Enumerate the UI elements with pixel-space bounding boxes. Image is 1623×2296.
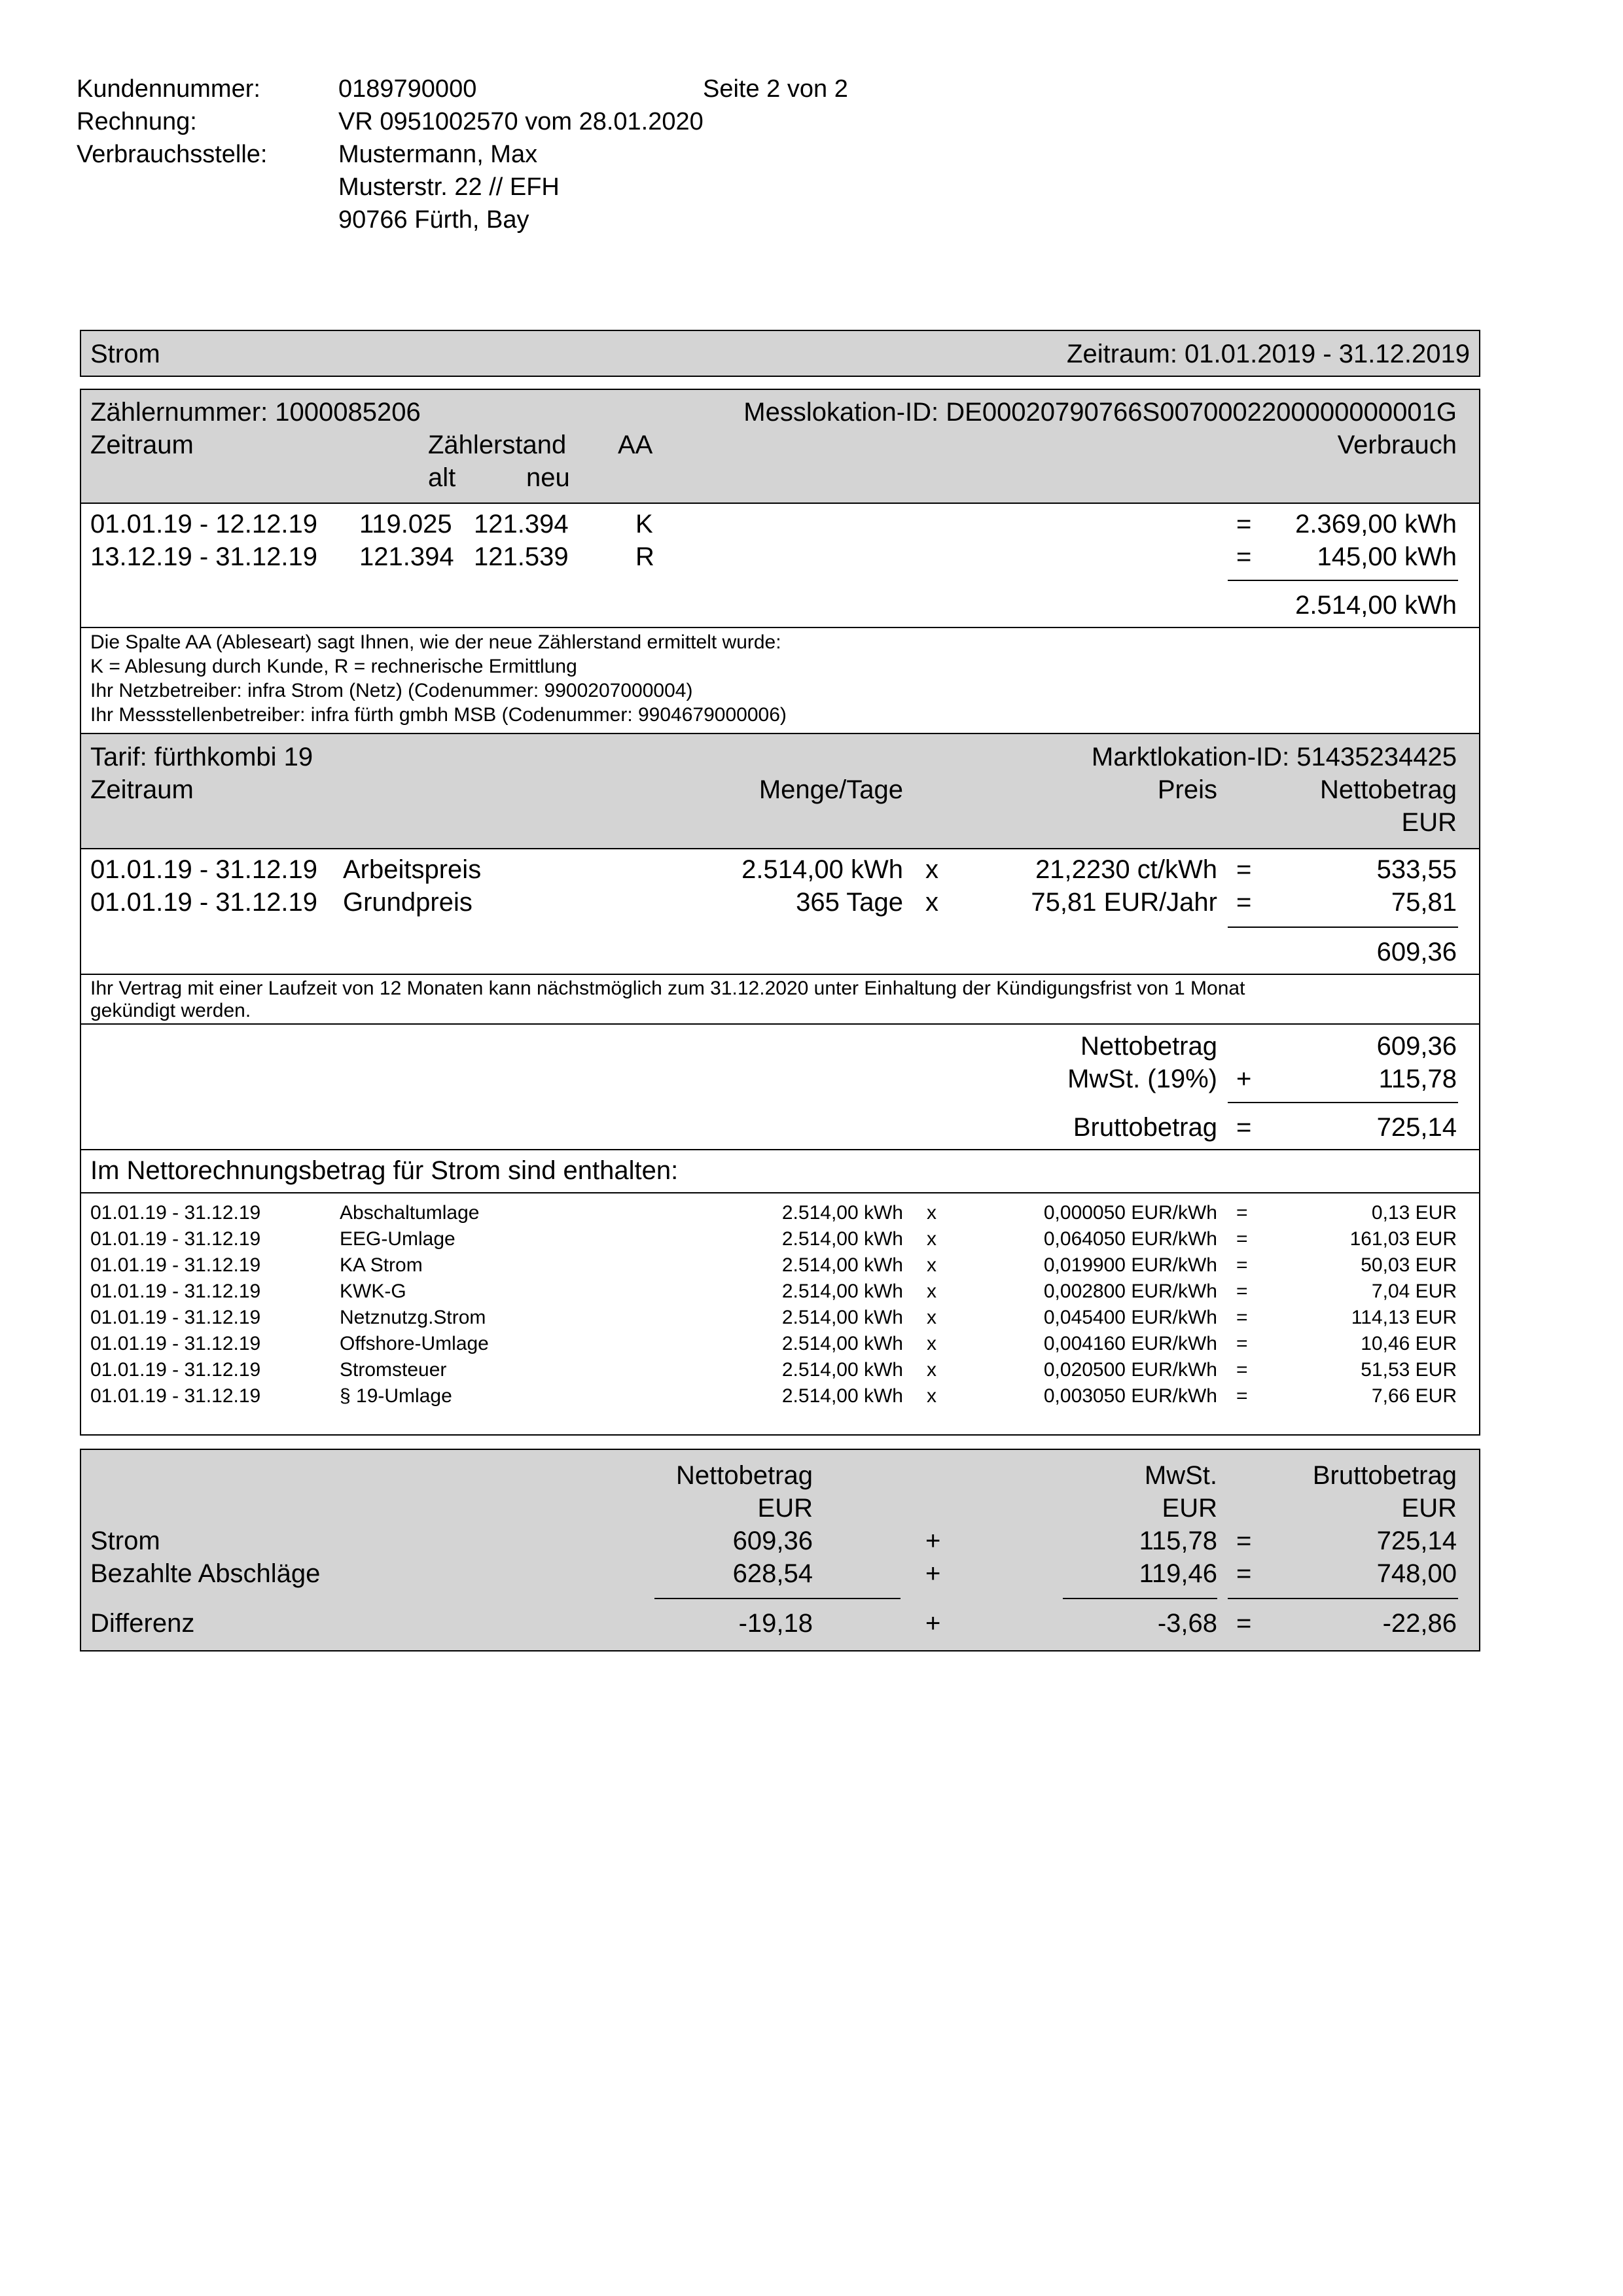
- meter-col-zeitraum: Zeitraum: [90, 431, 194, 459]
- levy-name: EEG-Umlage: [340, 1228, 455, 1250]
- strom-bar-zeitraum: Zeitraum: 01.01.2019 - 31.12.2019: [1067, 340, 1470, 368]
- diff-mwst: -3,68: [1157, 1609, 1217, 1638]
- summary-row-netto: 609,36: [732, 1527, 813, 1555]
- meter-col-verbrauch: Verbrauch: [1337, 431, 1457, 459]
- messlokation-id: Messlokation-ID: DE00020790766S0070002200000000001G: [743, 398, 1457, 427]
- tarif-name: Tarif: fürthkombi 19: [90, 743, 313, 771]
- verbrauchsstelle-label: Verbrauchsstelle:: [77, 141, 268, 168]
- levy-x: x: [927, 1359, 936, 1381]
- meter-row-zeitraum: 13.12.19 - 31.12.19: [90, 542, 317, 571]
- divider: [81, 1192, 1479, 1193]
- levy-x: x: [927, 1333, 936, 1354]
- zaehlernummer: Zählernummer: 1000085206: [90, 398, 421, 427]
- levy-menge: 2.514,00 kWh: [781, 1307, 903, 1328]
- tariff-row-zeitraum: 01.01.19 - 31.12.19: [90, 855, 317, 884]
- levy-name: Abschaltumlage: [340, 1202, 480, 1224]
- levy-eq: =: [1236, 1228, 1248, 1250]
- levy-preis: 0,002800 EUR/kWh: [1043, 1280, 1217, 1302]
- summary-box: [80, 1449, 1480, 1651]
- meter-row-eq: =: [1236, 510, 1252, 539]
- summary-row-eq: =: [1236, 1527, 1252, 1555]
- note-line: Ihr Messstellenbetreiber: infra fürth gmbh MSB (Codenummer: 9904679000006): [90, 704, 787, 726]
- brutto-value: 725,14: [1376, 1113, 1457, 1142]
- tariff-row-art: Grundpreis: [343, 888, 473, 917]
- summary-row-brutto: 748,00: [1376, 1559, 1457, 1588]
- divider: [81, 627, 1479, 628]
- levy-name: KWK-G: [340, 1280, 406, 1302]
- summary-row-eq: =: [1236, 1559, 1252, 1588]
- levy-zeitraum: 01.01.19 - 31.12.19: [90, 1359, 261, 1381]
- meter-row-zeitraum: 01.01.19 - 12.12.19: [90, 510, 317, 539]
- levy-menge: 2.514,00 kWh: [781, 1202, 903, 1224]
- note-line: Ihr Netzbetreiber: infra Strom (Netz) (Codenummer: 9900207000004): [90, 680, 693, 701]
- diff-netto: -19,18: [738, 1609, 813, 1638]
- levy-eq: =: [1236, 1280, 1248, 1302]
- sum-rule: [1228, 1598, 1458, 1599]
- sum-rule: [654, 1598, 901, 1599]
- levy-name: Offshore-Umlage: [340, 1333, 489, 1354]
- diff-eq: =: [1236, 1609, 1252, 1638]
- levy-zeitraum: 01.01.19 - 31.12.19: [90, 1254, 261, 1276]
- meter-row-alt: 121.394: [359, 542, 454, 571]
- levy-name: Netznutzg.Strom: [340, 1307, 486, 1328]
- tariff-row-menge: 365 Tage: [796, 888, 903, 917]
- tariff-col-eur: EUR: [1401, 808, 1457, 837]
- meter-row-eq: =: [1236, 542, 1252, 571]
- summary-col-eur: EUR: [1401, 1494, 1457, 1523]
- levy-x: x: [927, 1385, 936, 1407]
- levy-preis: 0,064050 EUR/kWh: [1043, 1228, 1217, 1250]
- divider: [81, 974, 1479, 975]
- tariff-row-preis: 75,81 EUR/Jahr: [1031, 888, 1217, 917]
- summary-row-netto: 628,54: [732, 1559, 813, 1588]
- levy-betrag: 51,53 EUR: [1361, 1359, 1457, 1381]
- tariff-row-eq: =: [1236, 888, 1252, 917]
- mwst-value: 115,78: [1378, 1065, 1457, 1093]
- levy-x: x: [927, 1202, 936, 1224]
- rechnung-value: VR 0951002570 vom 28.01.2020: [338, 108, 704, 135]
- meter-col-aa: AA: [618, 431, 653, 459]
- divider: [81, 503, 1479, 504]
- meter-row-neu: 121.394: [474, 510, 569, 539]
- tariff-subtotal: 609,36: [1376, 938, 1457, 966]
- levy-menge: 2.514,00 kWh: [781, 1254, 903, 1276]
- levy-betrag: 50,03 EUR: [1361, 1254, 1457, 1276]
- page-number: Seite 2 von 2: [703, 75, 848, 103]
- meter-col-neu: neu: [526, 463, 570, 492]
- customer-street: Musterstr. 22 // EFH: [338, 173, 560, 201]
- diff-brutto: -22,86: [1382, 1609, 1457, 1638]
- levy-eq: =: [1236, 1385, 1248, 1407]
- levy-zeitraum: 01.01.19 - 31.12.19: [90, 1280, 261, 1302]
- tariff-row-art: Arbeitspreis: [343, 855, 482, 884]
- summary-col-eur: EUR: [757, 1494, 813, 1523]
- summary-row-brutto: 725,14: [1376, 1527, 1457, 1555]
- levy-menge: 2.514,00 kWh: [781, 1228, 903, 1250]
- sum-rule: [1063, 1598, 1217, 1599]
- summary-col-eur: EUR: [1162, 1494, 1217, 1523]
- netto-label: Nettobetrag: [1080, 1032, 1217, 1061]
- summary-col-netto: Nettobetrag: [675, 1461, 813, 1490]
- levy-zeitraum: 01.01.19 - 31.12.19: [90, 1228, 261, 1250]
- kundennummer-label: Kundennummer:: [77, 75, 260, 103]
- mwst-label: MwSt. (19%): [1067, 1065, 1217, 1093]
- diff-label: Differenz: [90, 1609, 195, 1638]
- levy-preis: 0,003050 EUR/kWh: [1043, 1385, 1217, 1407]
- marktlokation-id: Marktlokation-ID: 51435234425: [1091, 743, 1457, 771]
- customer-name: Mustermann, Max: [338, 141, 538, 168]
- levy-zeitraum: 01.01.19 - 31.12.19: [90, 1202, 261, 1224]
- levy-eq: =: [1236, 1359, 1248, 1381]
- levy-betrag: 0,13 EUR: [1371, 1202, 1457, 1224]
- meter-col-alt: alt: [428, 463, 456, 492]
- diff-plus: +: [925, 1609, 941, 1638]
- note-line: Die Spalte AA (Ableseart) sagt Ihnen, wie der neue Zählerstand ermittelt wurde:: [90, 631, 781, 653]
- levies-title: Im Nettorechnungsbetrag für Strom sind enthalten:: [90, 1156, 679, 1185]
- summary-row-label: Strom: [90, 1527, 160, 1555]
- levy-zeitraum: 01.01.19 - 31.12.19: [90, 1307, 261, 1328]
- levy-preis: 0,019900 EUR/kWh: [1043, 1254, 1217, 1276]
- brutto-operator: =: [1236, 1113, 1252, 1142]
- levy-eq: =: [1236, 1254, 1248, 1276]
- billing-details: [80, 389, 1480, 1436]
- tariff-col-zeitraum: Zeitraum: [90, 775, 194, 804]
- mwst-operator: +: [1236, 1065, 1252, 1093]
- vertrag-note: gekündigt werden.: [90, 1000, 251, 1021]
- meter-total: 2.514,00 kWh: [1295, 591, 1457, 620]
- strom-bar-label: Strom: [90, 340, 160, 368]
- tariff-row-x: x: [925, 855, 938, 884]
- tariff-row-betrag: 533,55: [1376, 855, 1457, 884]
- levy-zeitraum: 01.01.19 - 31.12.19: [90, 1385, 261, 1407]
- meter-row-verbrauch: 2.369,00 kWh: [1295, 510, 1457, 539]
- levy-betrag: 114,13 EUR: [1351, 1307, 1457, 1328]
- meter-row-aa: K: [635, 510, 653, 539]
- tariff-row-zeitraum: 01.01.19 - 31.12.19: [90, 888, 317, 917]
- levy-betrag: 161,03 EUR: [1349, 1228, 1457, 1250]
- levy-preis: 0,020500 EUR/kWh: [1043, 1359, 1217, 1381]
- levy-menge: 2.514,00 kWh: [781, 1280, 903, 1302]
- note-line: K = Ablesung durch Kunde, R = rechnerische Ermittlung: [90, 656, 577, 677]
- summary-col-brutto: Bruttobetrag: [1312, 1461, 1457, 1490]
- divider: [81, 1023, 1479, 1025]
- tariff-col-preis: Preis: [1157, 775, 1217, 804]
- tariff-row-x: x: [925, 888, 938, 917]
- summary-row-mwst: 119,46: [1139, 1559, 1217, 1588]
- divider: [81, 1149, 1479, 1150]
- meter-row-neu: 121.539: [474, 542, 569, 571]
- kundennummer-value: 0189790000: [338, 75, 477, 103]
- vertrag-note: Ihr Vertrag mit einer Laufzeit von 12 Monaten kann nächstmöglich zum 31.12.2020 unter Einhaltung der Kündigungsfrist von 1 Monat: [90, 978, 1245, 999]
- tariff-col-netto: Nettobetrag: [1319, 775, 1457, 804]
- meter-row-aa: R: [635, 542, 654, 571]
- rechnung-label: Rechnung:: [77, 108, 197, 135]
- levy-betrag: 10,46 EUR: [1361, 1333, 1457, 1354]
- levy-eq: =: [1236, 1333, 1248, 1354]
- levy-preis: 0,045400 EUR/kWh: [1043, 1307, 1217, 1328]
- levy-betrag: 7,04 EUR: [1371, 1280, 1457, 1302]
- summary-row-mwst: 115,78: [1139, 1527, 1217, 1555]
- levy-eq: =: [1236, 1202, 1248, 1224]
- levy-name: Stromsteuer: [340, 1359, 447, 1381]
- tariff-row-betrag: 75,81: [1391, 888, 1457, 917]
- sum-rule: [1228, 927, 1458, 928]
- meter-col-zaehlerstand: Zählerstand: [428, 431, 567, 459]
- levy-x: x: [927, 1280, 936, 1302]
- summary-row-plus: +: [925, 1559, 941, 1588]
- tariff-row-eq: =: [1236, 855, 1252, 884]
- levy-name: KA Strom: [340, 1254, 423, 1276]
- summary-row-plus: +: [925, 1527, 941, 1555]
- levy-betrag: 7,66 EUR: [1371, 1385, 1457, 1407]
- tariff-row-menge: 2.514,00 kWh: [741, 855, 903, 884]
- levy-preis: 0,000050 EUR/kWh: [1043, 1202, 1217, 1224]
- levy-eq: =: [1236, 1307, 1248, 1328]
- sum-rule: [1228, 1102, 1458, 1103]
- levy-zeitraum: 01.01.19 - 31.12.19: [90, 1333, 261, 1354]
- customer-city: 90766 Fürth, Bay: [338, 206, 529, 234]
- levy-x: x: [927, 1228, 936, 1250]
- summary-row-label: Bezahlte Abschläge: [90, 1559, 321, 1588]
- tariff-col-menge: Menge/Tage: [758, 775, 903, 804]
- summary-col-mwst: MwSt.: [1144, 1461, 1217, 1490]
- levy-menge: 2.514,00 kWh: [781, 1359, 903, 1381]
- strom-bar: [80, 330, 1480, 377]
- meter-row-alt: 119.025: [359, 510, 452, 539]
- levy-preis: 0,004160 EUR/kWh: [1043, 1333, 1217, 1354]
- divider: [81, 848, 1479, 849]
- tariff-row-preis: 21,2230 ct/kWh: [1035, 855, 1217, 884]
- netto-value: 609,36: [1376, 1032, 1457, 1061]
- meter-row-verbrauch: 145,00 kWh: [1317, 542, 1457, 571]
- levy-x: x: [927, 1254, 936, 1276]
- brutto-label: Bruttobetrag: [1073, 1113, 1217, 1142]
- levy-menge: 2.514,00 kWh: [781, 1385, 903, 1407]
- levy-name: § 19-Umlage: [340, 1385, 452, 1407]
- sum-rule: [1228, 580, 1458, 581]
- levy-menge: 2.514,00 kWh: [781, 1333, 903, 1354]
- levy-x: x: [927, 1307, 936, 1328]
